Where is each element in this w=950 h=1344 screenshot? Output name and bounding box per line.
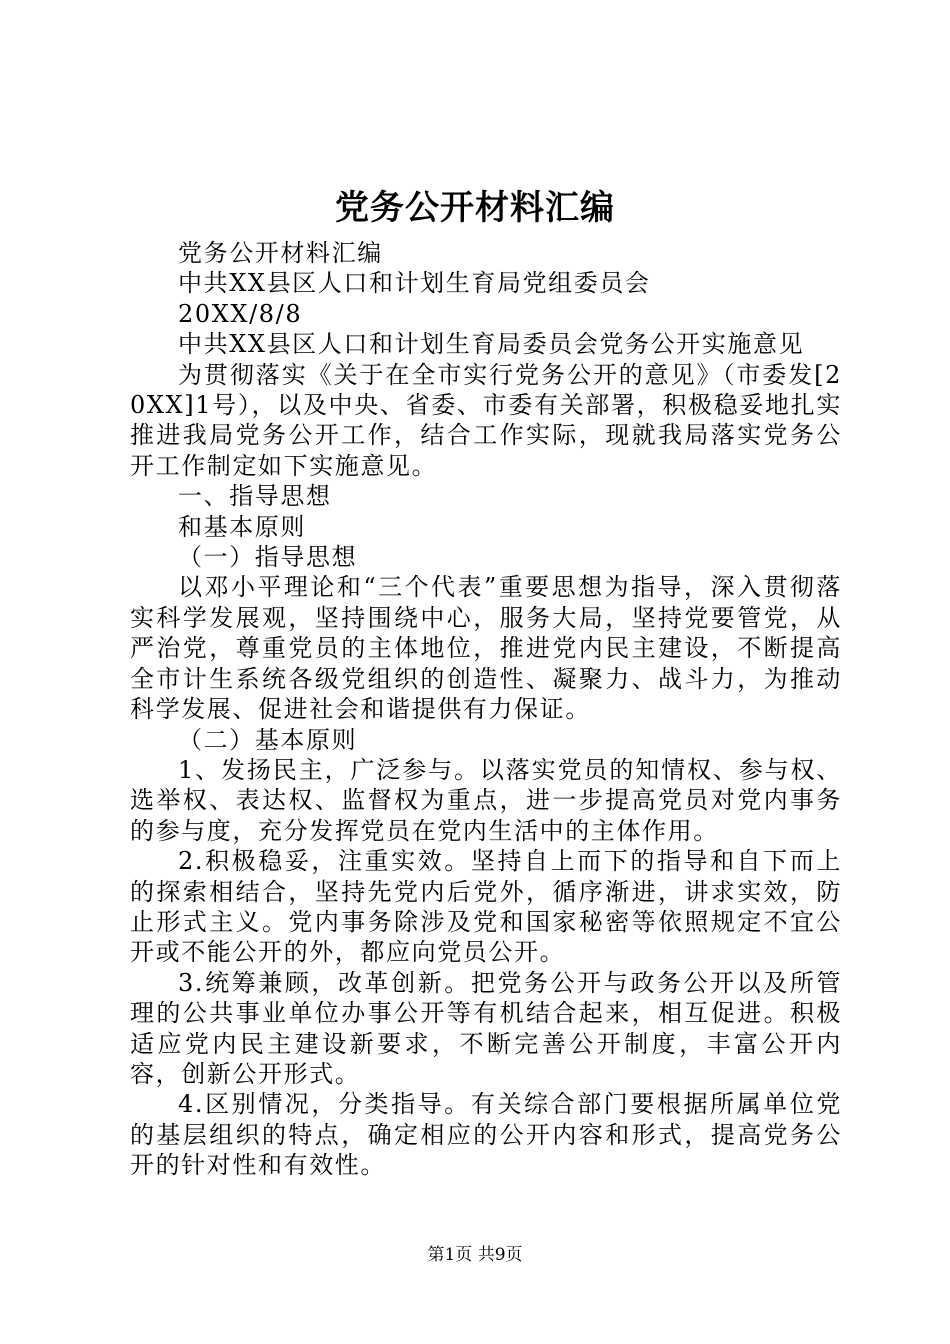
paragraph: （二）基本原则 [178, 725, 358, 754]
paragraph: 中共XX县区人口和计划生育局党组委员会 [178, 269, 651, 298]
document-body [130, 238, 842, 1181]
paragraph: 1、发扬民主，广泛参与。以落实党员的知情权、参与权、选举权、表达权、监督权为重点，进一步提高党员对党内事务的参与度，充分发挥党员在党内生活中的主体作用。 [130, 755, 842, 845]
paragraph: 3.统筹兼顾，改革创新。把党务公开与政务公开以及所管理的公共事业单位办事公开等有机结合起来，相互促进。积极适应党内民主建设新要求，不断完善公开制度，丰富公开内容，创新公开形式。 [130, 968, 842, 1088]
paragraph: 党务公开材料汇编 [178, 239, 383, 267]
paragraph: 20XX/8/8 [178, 299, 303, 328]
paragraph: 以邓小平理论和“三个代表”重要思想为指导，深入贯彻落实科学发展观，坚持围绕中心，服务大局，坚持党要管党，从严治党，尊重党员的主体地位，推进党内民主建设，不断提高全市计生系统各级党组织的创造性、凝聚力、战斗力，为推动科学发展、促进社会和谐提供有力保证。 [130, 573, 842, 724]
paragraph: 一、指导思想 [178, 482, 332, 511]
paragraph: 中共XX县区人口和计划生育局委员会党务公开实施意见 [178, 330, 805, 359]
paragraph: 为贯彻落实《关于在全市实行党务公开的意见》（市委发[20XX]1号），以及中央、省委、市委有关部署，积极稳妥地扎实推进我局党务公开工作，结合工作实际，现就我局落实党务公开工作制定如下实施意见。 [130, 360, 842, 480]
paragraph: （一）指导思想 [178, 543, 358, 572]
paragraph: 2.积极稳妥，注重实效。坚持自上而下的指导和自下而上的探索相结合，坚持先党内后党外，循序渐进，讲求实效，防止形式主义。党内事务除涉及党和国家秘密等依照规定不宜公开或不能公开的外，都应向党员公开。 [130, 847, 842, 967]
document-title: 党务公开材料汇编 [335, 188, 615, 228]
paragraph: 和基本原则 [178, 512, 306, 541]
paragraph: 4.区别情况，分类指导。有关综合部门要根据所属单位党的基层组织的特点，确定相应的公开内容和形式，提高党务公开的针对性和有效性。 [130, 1090, 842, 1180]
page-footer: 第1页 共9页 [427, 1245, 523, 1265]
